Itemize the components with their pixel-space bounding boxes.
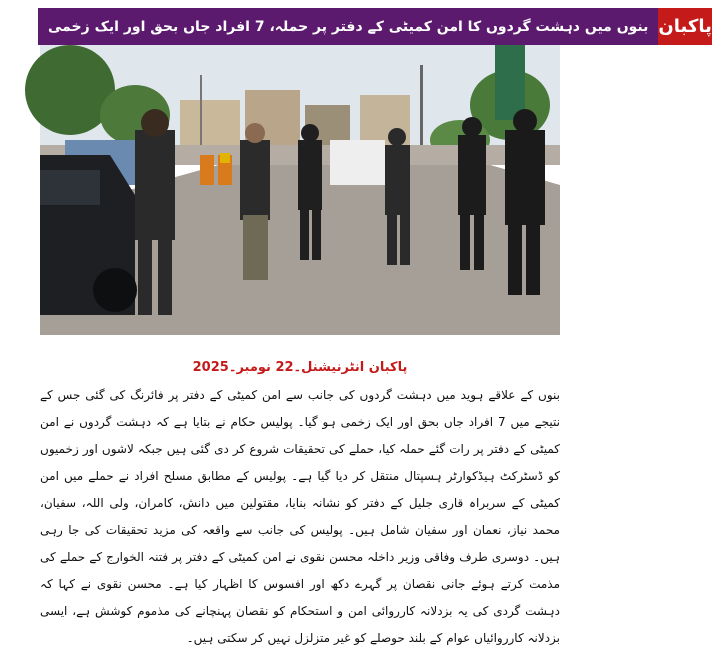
article-body: بنوں کے علاقے ہوید میں دہشت گردوں کی جانب سے امن کمیٹی کے دفتر پر فائرنگ کی گئی جس کے نتیجے میں 7 افراد جاں بحق اور ایک زخمی ہو گیا۔ پولیس حکام نے بتایا ہے کہ دہشت گردوں نے امن کمیٹی کے دفتر پر رات گئے حملہ کیا، حملے کی تحقیقات شروع کر دی گئی ہیں جبکہ لاشوں اور زخمیوں کو ڈسٹرکٹ ہیڈکوارٹر ہسپتال منتقل کر دیا گیا ہے۔ پولیس کے مطابق مسلح افراد نے حملے میں امن کمیٹی کے سربراہ قاری جلیل کے دفتر کو نشانہ بنایا، مقتولین میں دانش، کامران، ولی اللہ، سفیان، محمد نیاز، نعمان اور سفیان شامل ہیں۔ پولیس کی جانب سے واقعہ کی مزید تحقیقات کی جا رہی ہیں۔ دوسری طرف وفاقی وزیر داخلہ محسن نقوی نے امن کمیٹی کے دفتر پر فتنہ الخوارج کے حملے کی مذمت کرتے ہوئے جانی نقصان پر گہرے دکھ اور افسوس کا اظہار کیا ہے۔ محسن نقوی نے کہا کہ دہشت گردی کی یہ بزدلانہ کارروائی امن و استحکام کو نقصان پہنچانے کی مذموم کوشش ہے، ایسی بزدلانہ کارروائیاں عوام کے بلند حوصلے کو غیر متزلزل نہیں کر سکتی ہیں۔ [40, 388, 560, 645]
dateline: پاکبان انٹرنیشنل۔22 نومبر۔2025 [192, 360, 408, 375]
headline-bar [38, 8, 712, 45]
headline: بنوں میں دہشت گردوں کا امن کمیٹی کے دفتر پر حملہ، 7 افراد جاں بحق اور ایک زخمی [38, 8, 658, 45]
brand-logo: پاکبان [658, 8, 711, 45]
news-photo [40, 45, 560, 335]
